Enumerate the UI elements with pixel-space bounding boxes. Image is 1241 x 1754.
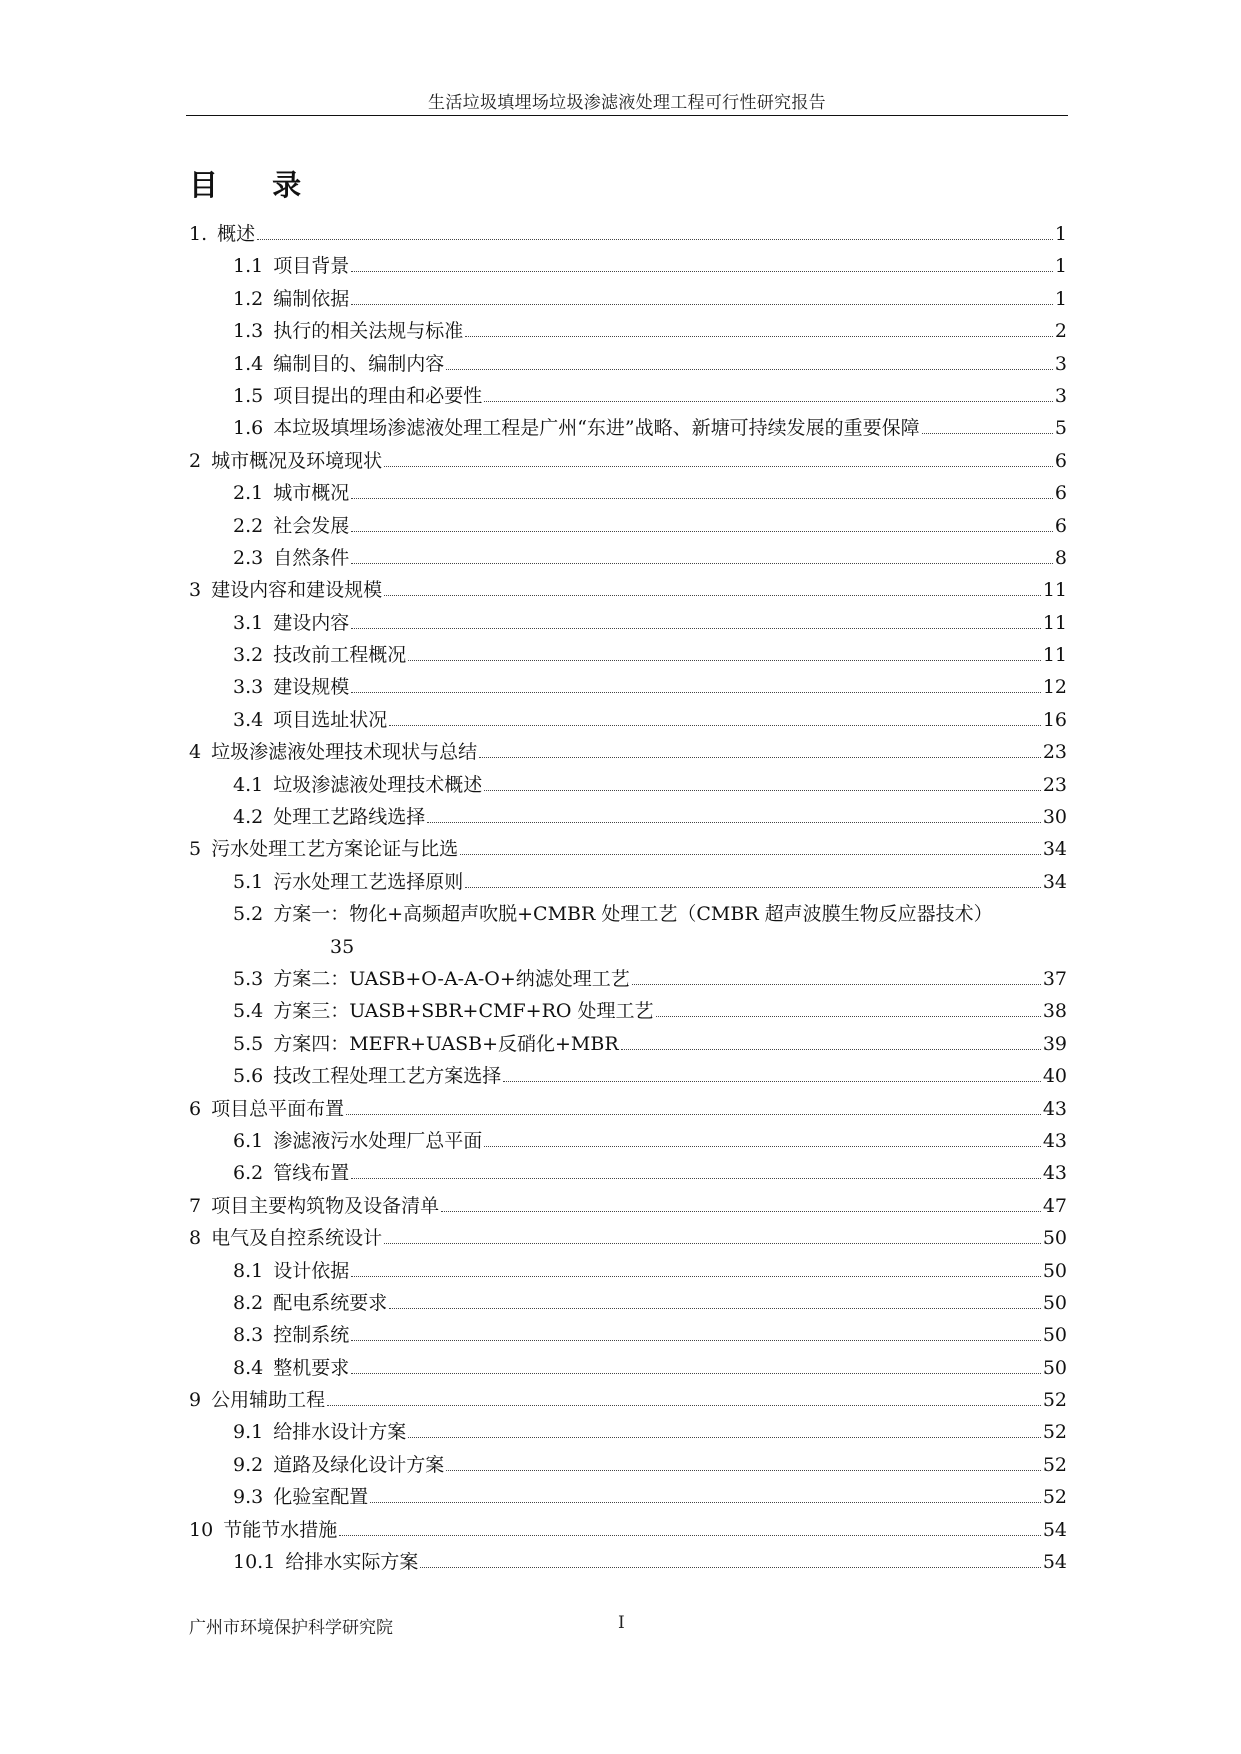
toc-dot-leader <box>351 498 1053 499</box>
toc-entry[interactable] <box>189 1157 1067 1189</box>
toc-entry[interactable] <box>189 1255 1067 1287</box>
toc-entry-title: 给排水设计方案 <box>273 1421 407 1444</box>
table-of-contents <box>189 218 1067 1578</box>
toc-entry-page: 1 <box>1054 255 1067 278</box>
toc-entry[interactable] <box>189 898 1067 963</box>
toc-entry[interactable] <box>189 1449 1067 1481</box>
toc-entry-number: 5 <box>189 838 202 861</box>
toc-entry-title: 方案四：MEFR+UASB+反硝化+MBR <box>273 1032 619 1055</box>
toc-entry-page: 50 <box>1042 1259 1067 1282</box>
toc-entry-number: 10.1 <box>233 1551 276 1574</box>
toc-entry[interactable] <box>189 1352 1067 1384</box>
toc-entry-title: 方案二：UASB+O-A-A-O+纳滤处理工艺 <box>273 968 630 991</box>
toc-dot-leader <box>484 790 1041 791</box>
toc-entry-title: 电气及自控系统设计 <box>211 1227 383 1250</box>
toc-entry[interactable] <box>189 995 1067 1027</box>
toc-entry-page: 43 <box>1042 1129 1067 1152</box>
toc-entry-title: 处理工艺路线选择 <box>273 806 426 829</box>
running-header: 生活垃圾填埋场垃圾渗滤液处理工程可行性研究报告 <box>428 93 826 113</box>
toc-entry-number: 2 <box>189 449 202 472</box>
toc-entry-page: 52 <box>1042 1486 1067 1509</box>
toc-entry-title: 城市概况 <box>273 482 350 505</box>
toc-entry-number: 8.1 <box>233 1259 264 1282</box>
toc-entry-page: 8 <box>1054 546 1067 569</box>
toc-entry-page: 6 <box>1054 449 1067 472</box>
toc-entry[interactable] <box>189 833 1067 865</box>
toc-dot-leader <box>446 1470 1041 1471</box>
toc-entry-number: 5.6 <box>233 1065 264 1088</box>
toc-entry-number: 5.4 <box>233 1000 264 1023</box>
toc-entry-number: 9.3 <box>233 1486 264 1509</box>
toc-dot-leader <box>351 531 1053 532</box>
toc-dot-leader <box>656 1016 1041 1017</box>
toc-dot-leader <box>351 628 1041 629</box>
toc-entry-number: 1.3 <box>233 320 264 343</box>
toc-entry-title-line <box>233 898 1067 930</box>
toc-dot-leader <box>621 1049 1041 1050</box>
toc-heading: 目 录 <box>189 168 324 202</box>
toc-entry-page: 30 <box>1042 806 1067 829</box>
toc-entry[interactable] <box>189 510 1067 542</box>
toc-entry[interactable] <box>189 1190 1067 1222</box>
toc-entry[interactable] <box>189 639 1067 671</box>
toc-entry-number: 4.1 <box>233 773 264 796</box>
toc-entry-page: 23 <box>1042 741 1067 764</box>
toc-entry-number: 7 <box>189 1194 202 1217</box>
toc-entry-title: 建设内容和建设规模 <box>211 579 383 602</box>
toc-entry-page: 50 <box>1042 1227 1067 1250</box>
toc-entry-page: 38 <box>1042 1000 1067 1023</box>
toc-entry-number: 5.2 <box>233 903 264 926</box>
toc-dot-leader <box>351 563 1053 564</box>
toc-entry[interactable] <box>189 1222 1067 1254</box>
toc-dot-leader <box>339 1535 1041 1536</box>
footer-page-number: I <box>618 1613 625 1633</box>
toc-entry-number: 9.1 <box>233 1421 264 1444</box>
toc-entry[interactable] <box>189 1028 1067 1060</box>
toc-entry-number: 3 <box>189 579 202 602</box>
toc-dot-leader <box>384 466 1053 467</box>
toc-entry-number: 2.3 <box>233 546 264 569</box>
toc-dot-leader <box>346 1114 1041 1115</box>
toc-dot-leader <box>484 1146 1041 1147</box>
toc-entry-title: 项目总平面布置 <box>211 1097 345 1120</box>
toc-dot-leader <box>351 271 1053 272</box>
toc-entry-title: 编制目的、编制内容 <box>273 352 445 375</box>
toc-entry-page: 40 <box>1042 1065 1067 1088</box>
toc-entry-page: 11 <box>1042 611 1067 634</box>
toc-dot-leader <box>632 984 1041 985</box>
toc-dot-leader <box>420 1567 1040 1568</box>
toc-entry[interactable] <box>189 1481 1067 1513</box>
toc-dot-leader <box>479 757 1041 758</box>
toc-entry-title: 渗滤液污水处理厂总平面 <box>273 1129 483 1152</box>
toc-dot-leader <box>351 692 1041 693</box>
toc-entry-title: 本垃圾填埋场渗滤液处理工程是广州“东进”战略、新塘可持续发展的重要保障 <box>273 417 920 440</box>
toc-entry[interactable] <box>189 1514 1067 1546</box>
toc-dot-leader <box>384 595 1041 596</box>
toc-entry[interactable] <box>189 250 1067 282</box>
toc-entry-number: 1.1 <box>233 255 264 278</box>
toc-entry-title: 城市概况及环境现状 <box>211 449 383 472</box>
toc-entry[interactable] <box>189 704 1067 736</box>
toc-dot-leader <box>465 887 1041 888</box>
toc-entry-page: 34 <box>1042 838 1067 861</box>
toc-entry-number: 3.1 <box>233 611 264 634</box>
toc-entry-title: 控制系统 <box>273 1324 350 1347</box>
toc-dot-leader <box>327 1405 1041 1406</box>
toc-entry-page: 23 <box>1042 773 1067 796</box>
toc-entry-title: 技改工程处理工艺方案选择 <box>273 1065 502 1088</box>
toc-entry[interactable] <box>189 1093 1067 1125</box>
toc-dot-leader <box>389 725 1041 726</box>
toc-entry-number: 5.1 <box>233 870 264 893</box>
toc-entry-number: 1.6 <box>233 417 264 440</box>
toc-entry-title: 编制依据 <box>273 287 350 310</box>
toc-entry[interactable] <box>189 218 1067 250</box>
toc-entry-title: 执行的相关法规与标准 <box>273 320 464 343</box>
toc-entry-page: 1 <box>1054 287 1067 310</box>
toc-dot-leader <box>351 1178 1041 1179</box>
toc-dot-leader <box>427 822 1041 823</box>
toc-entry[interactable] <box>189 769 1067 801</box>
toc-entry[interactable] <box>189 348 1067 380</box>
toc-entry-number: 8.3 <box>233 1324 264 1347</box>
toc-entry-number: 9.2 <box>233 1453 264 1476</box>
header-divider <box>186 115 1068 116</box>
toc-entry-page: 47 <box>1042 1194 1067 1217</box>
toc-entry[interactable] <box>189 283 1067 315</box>
toc-entry-number: 6.2 <box>233 1162 264 1185</box>
toc-entry-page: 3 <box>1054 352 1067 375</box>
toc-entry-title: 垃圾渗滤液处理技术现状与总结 <box>211 741 478 764</box>
toc-entry-title: 项目选址状况 <box>273 708 388 731</box>
toc-entry-number: 1.5 <box>233 384 264 407</box>
toc-entry[interactable] <box>189 866 1067 898</box>
toc-entry-page: 34 <box>1042 870 1067 893</box>
toc-entry-number: 4 <box>189 741 202 764</box>
toc-entry-title: 项目提出的理由和必要性 <box>273 384 483 407</box>
toc-entry[interactable] <box>189 412 1067 444</box>
toc-dot-leader <box>503 1081 1041 1082</box>
toc-entry-page: 6 <box>1054 514 1067 537</box>
toc-entry-title: 方案一：物化+高频超声吹脱+CMBR 处理工艺（CMBR 超声波膜生物反应器技术） <box>273 903 993 926</box>
toc-dot-leader <box>351 304 1053 305</box>
toc-entry-title: 污水处理工艺方案论证与比选 <box>211 838 459 861</box>
toc-entry-number: 6.1 <box>233 1129 264 1152</box>
toc-entry-title: 管线布置 <box>273 1162 350 1185</box>
toc-entry-number: 5.5 <box>233 1032 264 1055</box>
toc-entry-title: 给排水实际方案 <box>285 1551 419 1574</box>
toc-entry[interactable] <box>189 671 1067 703</box>
toc-entry-number: 1.2 <box>233 287 264 310</box>
toc-entry-page: 43 <box>1042 1162 1067 1185</box>
toc-entry-page: 2 <box>1054 320 1067 343</box>
toc-dot-leader <box>389 1308 1041 1309</box>
toc-dot-leader <box>460 854 1041 855</box>
toc-entry-number: 2.1 <box>233 482 264 505</box>
toc-entry-title: 整机要求 <box>273 1356 350 1379</box>
toc-entry-page: 6 <box>1054 482 1067 505</box>
toc-entry-title: 建设规模 <box>273 676 350 699</box>
toc-entry-page: 54 <box>1042 1518 1067 1541</box>
toc-dot-leader <box>408 660 1041 661</box>
toc-entry-page: 50 <box>1042 1324 1067 1347</box>
toc-entry-number: 8.4 <box>233 1356 264 1379</box>
toc-entry[interactable] <box>189 1287 1067 1319</box>
toc-entry-page: 52 <box>1042 1389 1067 1412</box>
toc-entry[interactable] <box>189 1125 1067 1157</box>
toc-entry-number: 2.2 <box>233 514 264 537</box>
toc-entry[interactable] <box>189 1546 1067 1578</box>
toc-entry[interactable] <box>189 607 1067 639</box>
toc-entry-page: 1 <box>1054 223 1067 245</box>
toc-entry-title: 配电系统要求 <box>273 1291 388 1314</box>
toc-entry-title: 项目主要构筑物及设备清单 <box>211 1194 440 1217</box>
toc-entry-number: 5.3 <box>233 968 264 991</box>
toc-entry-title: 建设内容 <box>273 611 350 634</box>
toc-entry[interactable] <box>189 801 1067 833</box>
footer-organization: 广州市环境保护科学研究院 <box>189 1618 393 1638</box>
toc-entry[interactable] <box>189 445 1067 477</box>
toc-entry-title: 概述 <box>217 223 256 245</box>
toc-entry-title: 技改前工程概况 <box>273 644 407 667</box>
toc-dot-leader <box>484 401 1053 402</box>
toc-entry-page: 5 <box>1054 417 1067 440</box>
toc-entry[interactable] <box>189 963 1067 995</box>
toc-entry-number: 3.4 <box>233 708 264 731</box>
toc-dot-leader <box>408 1437 1041 1438</box>
toc-entry[interactable] <box>189 1060 1067 1092</box>
toc-entry-page: 37 <box>1042 968 1067 991</box>
toc-entry-title: 方案三：UASB+SBR+CMF+RO 处理工艺 <box>273 1000 654 1023</box>
toc-dot-leader <box>351 1373 1041 1374</box>
toc-entry[interactable] <box>189 736 1067 768</box>
toc-dot-leader <box>922 433 1053 434</box>
toc-entry-page: 50 <box>1042 1356 1067 1379</box>
toc-entry[interactable] <box>189 542 1067 574</box>
toc-dot-leader <box>370 1502 1041 1503</box>
toc-entry-number: 4.2 <box>233 806 264 829</box>
toc-entry-number: 1. <box>189 223 208 245</box>
toc-entry-page: 3 <box>1054 384 1067 407</box>
toc-entry-page: 54 <box>1042 1551 1067 1574</box>
toc-entry-page: 39 <box>1042 1032 1067 1055</box>
toc-entry-number: 1.4 <box>233 352 264 375</box>
toc-dot-leader <box>257 239 1053 240</box>
toc-entry-number: 6 <box>189 1097 202 1120</box>
toc-entry[interactable] <box>189 1384 1067 1416</box>
toc-entry-title: 节能节水措施 <box>223 1518 338 1541</box>
toc-entry[interactable] <box>189 1416 1067 1448</box>
toc-entry-page: 52 <box>1042 1453 1067 1476</box>
toc-dot-leader <box>465 336 1053 337</box>
toc-entry-page: 11 <box>1042 644 1067 667</box>
toc-entry-title: 设计依据 <box>273 1259 350 1282</box>
toc-entry-title: 公用辅助工程 <box>211 1389 326 1412</box>
toc-entry[interactable] <box>189 380 1067 412</box>
toc-entry-page: 43 <box>1042 1097 1067 1120</box>
toc-entry-number: 10 <box>189 1518 214 1541</box>
toc-dot-leader <box>351 1276 1041 1277</box>
toc-entry-title: 污水处理工艺选择原则 <box>273 870 464 893</box>
toc-entry-number: 3.3 <box>233 676 264 699</box>
toc-entry-title: 社会发展 <box>273 514 350 537</box>
toc-entry-title: 垃圾渗滤液处理技术概述 <box>273 773 483 796</box>
toc-entry-title: 化验室配置 <box>273 1486 369 1509</box>
toc-entry-page: 11 <box>1042 579 1067 602</box>
toc-entry[interactable] <box>189 477 1067 509</box>
toc-entry-page: 50 <box>1042 1291 1067 1314</box>
toc-entry-page: 16 <box>1042 708 1067 731</box>
toc-entry-title: 自然条件 <box>273 546 350 569</box>
toc-entry-page: 12 <box>1042 676 1067 699</box>
toc-entry-page: 35 <box>330 935 355 958</box>
toc-dot-leader <box>384 1243 1041 1244</box>
toc-entry-page: 52 <box>1042 1421 1067 1444</box>
toc-dot-leader <box>351 1340 1041 1341</box>
toc-entry[interactable] <box>189 1319 1067 1351</box>
toc-entry-title: 项目背景 <box>273 255 350 278</box>
toc-dot-leader <box>441 1211 1041 1212</box>
toc-entry-number: 8 <box>189 1227 202 1250</box>
toc-entry-number: 8.2 <box>233 1291 264 1314</box>
toc-entry-title: 道路及绿化设计方案 <box>273 1453 445 1476</box>
toc-dot-leader <box>446 369 1053 370</box>
toc-entry[interactable] <box>189 315 1067 347</box>
toc-entry-number: 9 <box>189 1389 202 1412</box>
toc-entry[interactable] <box>189 574 1067 606</box>
toc-entry-number: 3.2 <box>233 644 264 667</box>
